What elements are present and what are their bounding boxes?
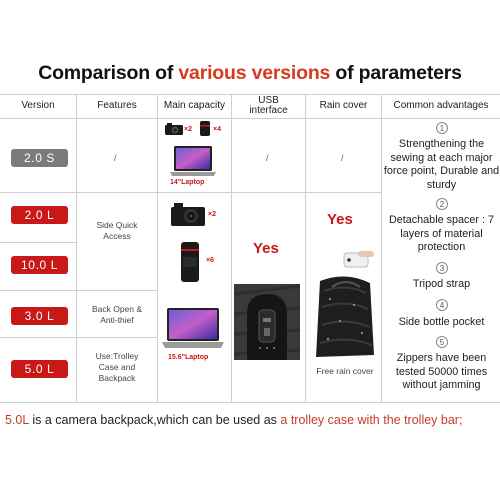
usb-port-photo: [234, 284, 300, 360]
badge-5-0-l: 5.0 L: [11, 360, 68, 378]
camera-large-icon: [170, 201, 206, 227]
usb-yes: Yes: [253, 240, 279, 257]
badge-3-0-l: 3.0 L: [11, 307, 68, 325]
usb-2-0-s: /: [266, 153, 269, 163]
capacity-cam-count: ×2: [184, 126, 192, 133]
title-highlight: various versions: [178, 62, 331, 84]
features-trolley: Use:Trolley Case and Backpack: [95, 351, 139, 383]
laptop-14-label: 14"Laptop: [170, 179, 205, 186]
rain-yes: Yes: [327, 211, 353, 228]
advantage-3: Tripod strap: [412, 278, 471, 290]
advantage-number-1: 1: [436, 122, 448, 134]
header-rain-cover: Rain cover: [319, 100, 368, 111]
table-bottom-border: [0, 402, 500, 403]
header-version: Version: [21, 100, 55, 111]
large-lens-count: ×6: [206, 257, 214, 264]
laptop-15-label: 15.6"Laptop: [168, 354, 209, 361]
advantage-4: Side bottle pocket: [398, 316, 485, 328]
laptop-icon: [170, 145, 216, 177]
features-side-quick-access: Side Quick Access: [96, 220, 138, 241]
camera-icon: [164, 122, 184, 136]
features-back-open: Back Open & Anti-thief: [91, 304, 143, 325]
advantage-number-3: 3: [436, 262, 448, 274]
rain-cover-photo: [310, 247, 382, 359]
header-common-advantages: Common advantages: [393, 100, 489, 111]
header-divider: [0, 118, 500, 119]
features-2-0-s: /: [114, 153, 117, 163]
badge-2-0-l: 2.0 L: [11, 206, 68, 224]
advantage-5: Zippers have been tested 50000 times without jamming: [395, 352, 488, 392]
large-cam-count: ×2: [208, 211, 216, 218]
rain-2-0-s: /: [341, 153, 344, 163]
capacity-lens-count: ×4: [213, 126, 221, 133]
rain-cover-caption: Free rain cover: [316, 366, 374, 376]
footer-note: 5.0L is a camera backpack,which can be used as a trolley case with the trolley bar;: [5, 413, 463, 427]
badge-2-0-s: 2.0 S: [11, 149, 68, 167]
lens-icon: [199, 120, 211, 137]
laptop-large-icon: [162, 307, 224, 349]
advantage-number-5: 5: [436, 336, 448, 348]
lens-large-icon: [177, 241, 203, 283]
page-title: Comparison of various versions of parameters: [38, 62, 462, 84]
advantage-number-4: 4: [436, 299, 448, 311]
advantage-number-2: 2: [436, 198, 448, 210]
header-usb: USB interface: [249, 95, 288, 116]
header-features: Features: [97, 100, 137, 111]
header-capacity: Main capacity: [163, 100, 226, 111]
advantage-2: Detachable spacer : 7 layers of material protection: [388, 214, 495, 254]
advantage-1: Strengthening the sewing at each major force point, Durable and sturdy: [383, 138, 500, 191]
badge-10-0-l: 10.0 L: [11, 256, 68, 274]
